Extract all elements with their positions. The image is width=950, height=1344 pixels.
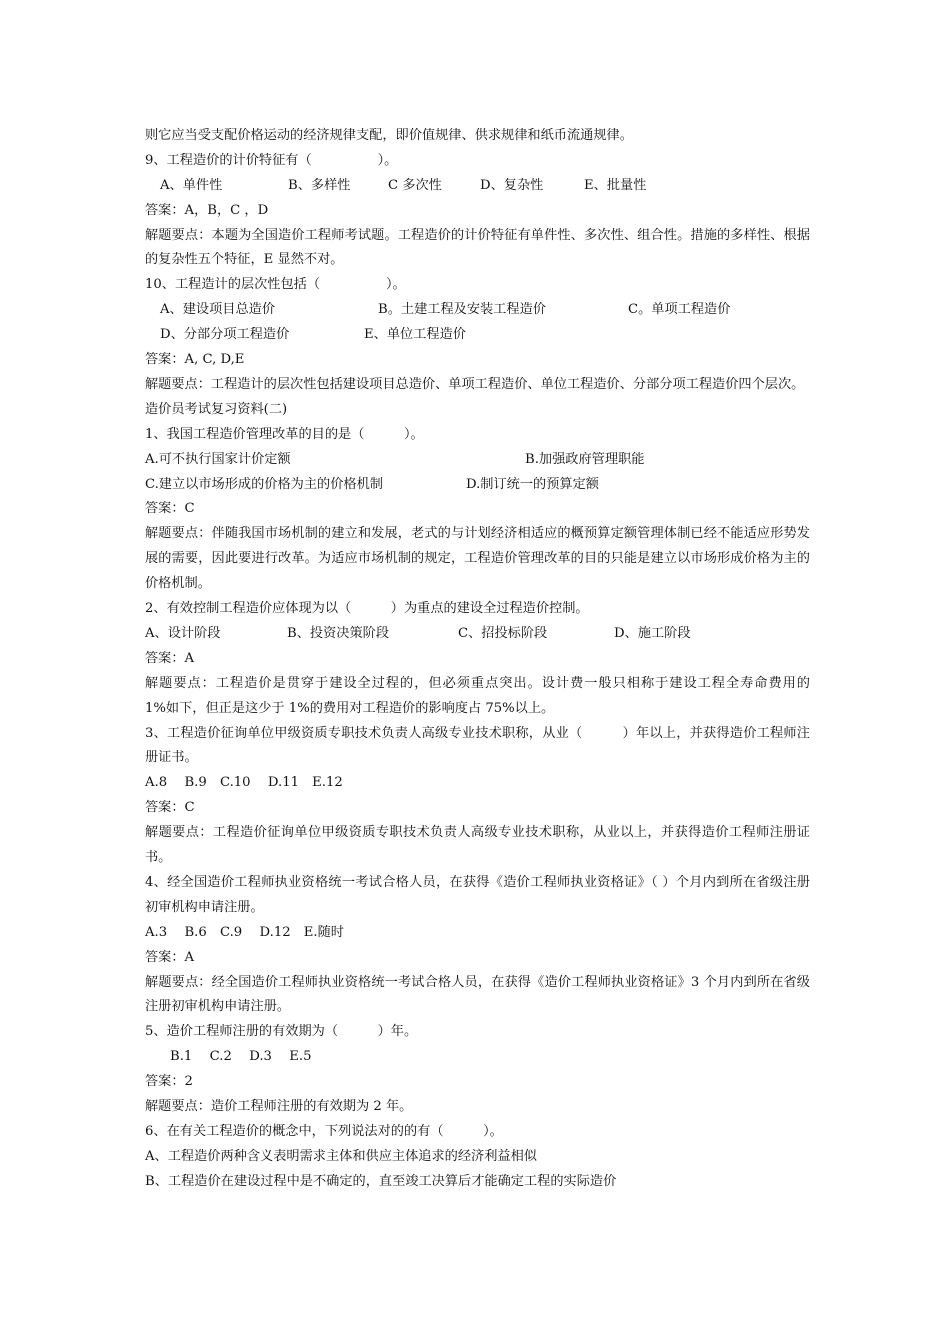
options-q3: A.8 B.9 C.10 D.11 E.12 — [145, 775, 343, 791]
question-9: 9、工程造价的计价特征有（ ）。 — [145, 152, 398, 168]
section-title: 造价员考试复习资料(二) — [145, 401, 288, 417]
options-q1-row1 — [145, 448, 810, 473]
question-5: 5、造价工程师注册的有效期为（ ）年。 — [145, 1024, 418, 1040]
option: A、设计阶段 — [145, 625, 221, 641]
option: C、招投标阶段 — [458, 625, 548, 641]
option: A、单件性 — [160, 177, 223, 193]
options-q10-row2 — [145, 323, 810, 348]
explanation: 解题要点：伴随我国市场机制的建立和发展，老式的与计划经济相适应的概预算定额管理体制已经不能适应形势发展的需要，因此要进行改革。为适应市场机制的规定，工程造价管理改革的目的只能是建立以市场形成价格为主的价格机制。 — [145, 526, 810, 592]
explanation: 解题要点：工程造计的层次性包括建设项目总造价、单项工程造价、单位工程造价、分部分项工程造价四个层次。 — [145, 376, 805, 392]
explanation: 解题要点：工程造价征询单位甲级资质专职技术负责人高级专业技术职称，从业以上，并获得造价工程师注册证书。 — [145, 825, 810, 865]
question-1: 1、我国工程造价管理改革的目的是（ ）。 — [145, 426, 424, 442]
question-6: 6、在有关工程造价的概念中，下列说法对的的有（ ）。 — [145, 1123, 503, 1139]
answer: 答案：A, C, D,E — [145, 352, 245, 368]
question-4: 4、经全国造价工程师执业资格统一考试合格人员，在获得《造价工程师执业资格证》（ ）个月内到所在省级注册初审机构申请注册。 — [145, 874, 810, 915]
option: D、分部分项工程造价 — [160, 327, 290, 343]
options-q1-row2 — [145, 473, 810, 498]
option: C。单项工程造价 — [628, 302, 731, 318]
option: E、批量性 — [584, 177, 647, 193]
answer: 答案：A，B，C ，D — [145, 202, 269, 218]
explanation: 解题要点：经全国造价工程师执业资格统一考试合格人员，在获得《造价工程师执业资格证》3 个月内到所在省级注册初审机构申请注册。 — [145, 974, 810, 1015]
option: D、复杂性 — [480, 177, 544, 193]
answer: 答案：C — [145, 501, 195, 517]
options-q4: A.3 B.6 C.9 D.12 E.随时 — [145, 924, 344, 940]
explanation: 解题要点：本题为全国造价工程师考试题。工程造价的计价特征有单件性、多次性、组合性。措施的多样性、根据的复杂性五个特征，E 显然不对。 — [145, 227, 810, 268]
option: B、投资决策阶段 — [287, 625, 390, 641]
answer: 答案：A — [145, 650, 195, 666]
option: E、单位工程造价 — [364, 327, 466, 343]
option: D、施工阶段 — [614, 625, 691, 641]
option: B、多样性 — [288, 177, 351, 193]
option: C.建立以市场形成的价格为主的价格机制 — [145, 476, 383, 492]
options-q9 — [145, 174, 810, 199]
question-3: 3、工程造价征询单位甲级资质专职技术负责人高级专业技术职称，从业（ ）年以上，并获得造价工程师注册证书。 — [145, 725, 810, 766]
answer: 答案：A — [145, 949, 195, 965]
options-q2 — [145, 622, 810, 647]
option: B.加强政府管理职能 — [525, 451, 645, 467]
document-page — [145, 124, 837, 1195]
explanation: 解题要点：工程造价是贯穿于建设全过程的，但必须重点突出。设计费一般只相称于建设工程全寿命费用的 1%如下，但正是这少于 1%的费用对工程造价的影响度占 75%以上。 — [145, 675, 837, 716]
answer: 答案：2 — [145, 1074, 193, 1090]
explanation: 解题要点：造价工程师注册的有效期为 2 年。 — [145, 1098, 413, 1114]
option: A、工程造价两种含义表明需求主体和供应主体追求的经济利益相似 — [145, 1148, 537, 1164]
option: A.可不执行国家计价定额 — [145, 451, 291, 467]
answer: 答案：C — [145, 800, 195, 816]
options-q10-row1 — [145, 298, 810, 323]
question-2: 2、有效控制工程造价应体现为以（ ）为重点的建设全过程造价控制。 — [145, 601, 589, 617]
question-10: 10、工程造计的层次性包括（ ）。 — [145, 277, 406, 293]
option: A、建设项目总造价 — [160, 302, 276, 318]
option: D.制订统一的预算定额 — [466, 476, 599, 492]
option: B、工程造价在建设过程中是不确定的，直至竣工决算后才能确定工程的实际造价 — [145, 1173, 617, 1189]
option: B。土建工程及安装工程造价 — [378, 302, 546, 318]
text-line: 则它应当受支配价格运动的经济规律支配，即价值规律、供求规律和纸币流通规律。 — [145, 128, 633, 143]
options-q5: B.1 C.2 D.3 E.5 — [170, 1049, 312, 1065]
option: C 多次性 — [388, 177, 442, 193]
